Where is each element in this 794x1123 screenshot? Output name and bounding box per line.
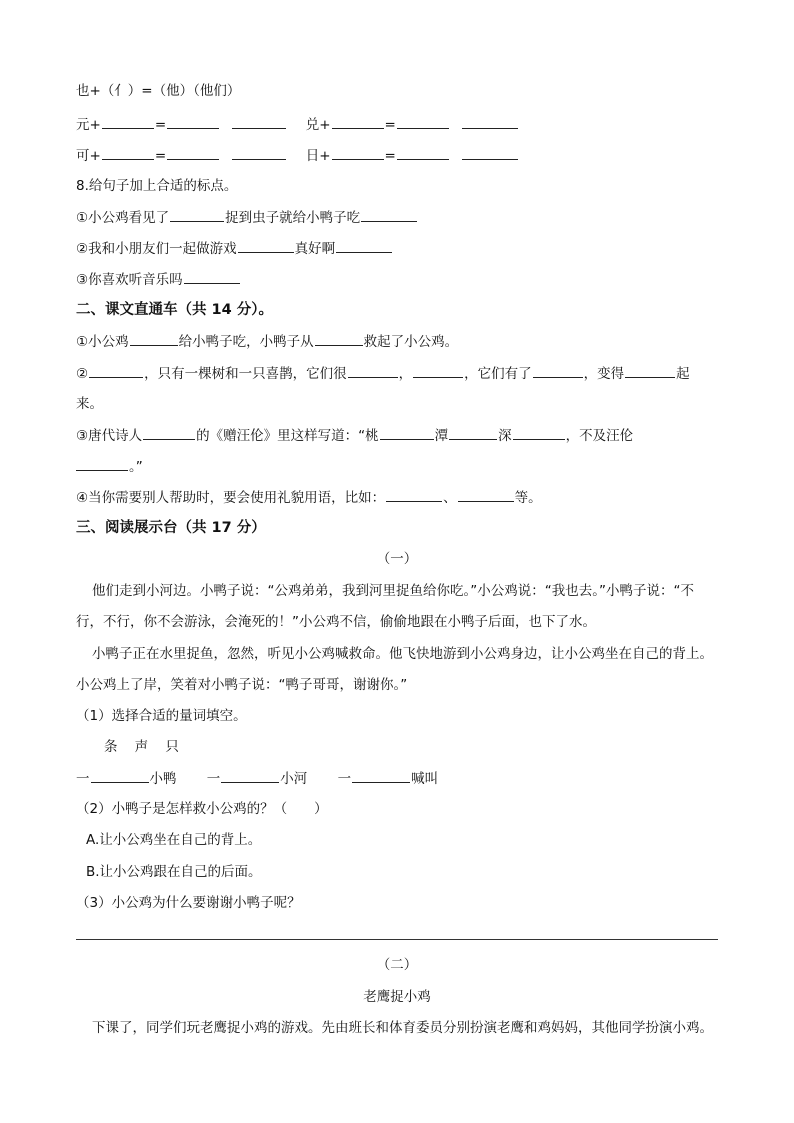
answer-blank[interactable] xyxy=(89,363,143,378)
answer-blank[interactable] xyxy=(361,207,417,222)
q8-sentence-2 xyxy=(76,238,393,258)
passage-paragraph: 他们走到小河边。小鸭子说：“公鸡弟弟，我到河里捉鱼给你吃。”小公鸡说：“我也去。”小鸭子说：“不 xyxy=(92,583,694,599)
sentence-text: ③唐代诗人 xyxy=(76,428,143,444)
sentence-text: ，它们有了 xyxy=(464,366,532,382)
answer-blank[interactable] xyxy=(167,145,219,160)
answer-line[interactable] xyxy=(76,939,718,940)
passage-paragraph: 小公鸡上了岸，笑着对小鸭子说：“鸭子哥哥，谢谢你。” xyxy=(76,677,408,693)
answer-blank[interactable] xyxy=(170,207,224,222)
answer-blank[interactable] xyxy=(76,456,128,471)
sentence-text: ①小公鸡看见了 xyxy=(76,210,170,226)
sentence-text: 小鸭 xyxy=(149,771,177,787)
q8-sentence-3 xyxy=(76,269,241,289)
passage-paragraph: 行，不行，你不会游泳，会淹死的！”小公鸡不信，偷偷地跟在小鸭子后面，也下了水。 xyxy=(76,614,596,630)
q8-title: 8.给句子加上合适的标点。 xyxy=(76,178,238,194)
answer-blank[interactable] xyxy=(462,145,518,160)
passage-paragraph: 小鸭子正在水里捉鱼，忽然，听见小公鸡喊救命。他飞快地游到小公鸡身边，让小公鸡坐在自己的背上。 xyxy=(92,646,713,662)
sentence-text: 捉到虫子就给小鸭子吃 xyxy=(225,210,361,226)
answer-blank[interactable] xyxy=(380,425,434,440)
passage-paragraph: 下课了，同学们玩老鹰捉小鸡的游戏。先由班长和体育委员分别扮演老鹰和鸡妈妈，其他同学扮演小鸡。 xyxy=(92,1020,713,1036)
section-2-line-2-cont: 来。 xyxy=(76,396,103,412)
answer-blank[interactable] xyxy=(413,363,463,378)
option-a[interactable]: A.让小公鸡坐在自己的背上。 xyxy=(86,832,262,848)
option-b[interactable]: B.让小公鸡跟在自己的后面。 xyxy=(86,864,262,880)
section-2-line-2 xyxy=(76,363,690,383)
sentence-text: 潭 xyxy=(434,428,449,444)
answer-blank[interactable] xyxy=(184,269,240,284)
sub-question-1: （1）选择合适的量词填空。 xyxy=(76,708,247,724)
answer-blank[interactable] xyxy=(102,114,154,129)
sentence-text: 小河 xyxy=(280,771,308,787)
sentence-text: 、 xyxy=(443,490,457,506)
radical-prompt: 日+ xyxy=(305,148,331,164)
sentence-text: 。” xyxy=(129,459,143,475)
answer-blank[interactable] xyxy=(348,363,398,378)
sentence-text: ② xyxy=(76,366,89,382)
sentence-text: 真好啊 xyxy=(294,241,336,257)
radical-prompt: 兑+ xyxy=(305,117,331,133)
section-3-title: 三、阅读展示台（共 17 分） xyxy=(76,520,266,536)
answer-blank[interactable] xyxy=(232,145,286,160)
answer-blank[interactable] xyxy=(625,363,675,378)
answer-blank[interactable] xyxy=(458,487,514,502)
answer-blank[interactable] xyxy=(238,238,294,253)
part-two-heading: （二） xyxy=(376,957,418,973)
sentence-text: 给小鸭子吃，小鸭子从 xyxy=(178,334,314,350)
section-2-line-1 xyxy=(76,331,458,351)
answer-blank[interactable] xyxy=(513,425,565,440)
sentence-text: ， xyxy=(398,366,413,382)
answer-blank[interactable] xyxy=(449,425,497,440)
sentence-text: ②我和小朋友们一起做游戏 xyxy=(76,241,237,257)
answer-blank[interactable] xyxy=(143,425,195,440)
answer-blank[interactable] xyxy=(386,487,442,502)
sub-question-3: （3）小公鸡为什么要谢谢小鸭子呢？ xyxy=(76,895,301,911)
section-2-line-4 xyxy=(76,487,542,507)
sentence-text: ④当你需要别人帮助时，要会使用礼貌用语，比如： xyxy=(76,490,386,506)
answer-blank[interactable] xyxy=(130,331,178,346)
sentence-text: 等。 xyxy=(514,490,542,506)
radical-prompt: 可+ xyxy=(76,148,101,164)
answer-blank[interactable] xyxy=(352,768,410,783)
example-line: 也+（亻）=（他）（他们） xyxy=(76,83,241,99)
measure-word-options: 条 声 只 xyxy=(104,739,179,755)
sentence-text: ①小公鸡 xyxy=(76,334,129,350)
sentence-text: ，不及汪伦 xyxy=(565,428,634,444)
equals-sign: = xyxy=(384,148,396,164)
answer-blank[interactable] xyxy=(332,145,384,160)
equals-sign: = xyxy=(154,117,167,133)
sentence-text: 的《赠汪伦》里这样写道：“桃 xyxy=(196,428,379,444)
radical-row-2 xyxy=(76,145,519,165)
sentence-text: 一 xyxy=(206,771,221,787)
sentence-text: ③你喜欢听音乐吗 xyxy=(76,272,183,288)
q8-sentence-1 xyxy=(76,207,418,227)
part-one-heading: （一） xyxy=(376,551,418,567)
answer-blank[interactable] xyxy=(221,768,279,783)
sentence-text: ，变得 xyxy=(583,366,625,382)
answer-blank[interactable] xyxy=(336,238,392,253)
sentence-text: 救起了小公鸡。 xyxy=(363,334,459,350)
section-2-title: 二、课文直通车（共 14 分）。 xyxy=(76,302,274,318)
sub-question-2: （2）小鸭子是怎样救小公鸡的？（ ） xyxy=(76,801,328,817)
answer-blank[interactable] xyxy=(315,331,363,346)
answer-blank[interactable] xyxy=(167,114,219,129)
story-title: 老鹰捉小鸡 xyxy=(363,989,431,1005)
radical-prompt: 元+ xyxy=(76,117,101,133)
answer-blank[interactable] xyxy=(232,114,286,129)
measure-word-row xyxy=(76,768,438,788)
answer-blank[interactable] xyxy=(332,114,384,129)
sentence-text: 一 xyxy=(337,771,352,787)
sentence-text: 一 xyxy=(76,771,90,787)
answer-blank[interactable] xyxy=(397,114,449,129)
answer-blank[interactable] xyxy=(533,363,583,378)
answer-blank[interactable] xyxy=(102,145,154,160)
sentence-text: 起 xyxy=(676,366,690,382)
equals-sign: = xyxy=(384,117,396,133)
section-2-line-3-cont xyxy=(76,456,143,476)
equals-sign: = xyxy=(154,148,167,164)
sentence-text: 喊叫 xyxy=(411,771,439,787)
radical-row-1 xyxy=(76,114,519,134)
answer-blank[interactable] xyxy=(462,114,518,129)
sentence-text: ，只有一棵树和一只喜鹊，它们很 xyxy=(144,366,347,382)
sentence-text: 深 xyxy=(498,428,512,444)
section-2-line-3 xyxy=(76,425,633,445)
answer-blank[interactable] xyxy=(397,145,449,160)
answer-blank[interactable] xyxy=(91,768,149,783)
